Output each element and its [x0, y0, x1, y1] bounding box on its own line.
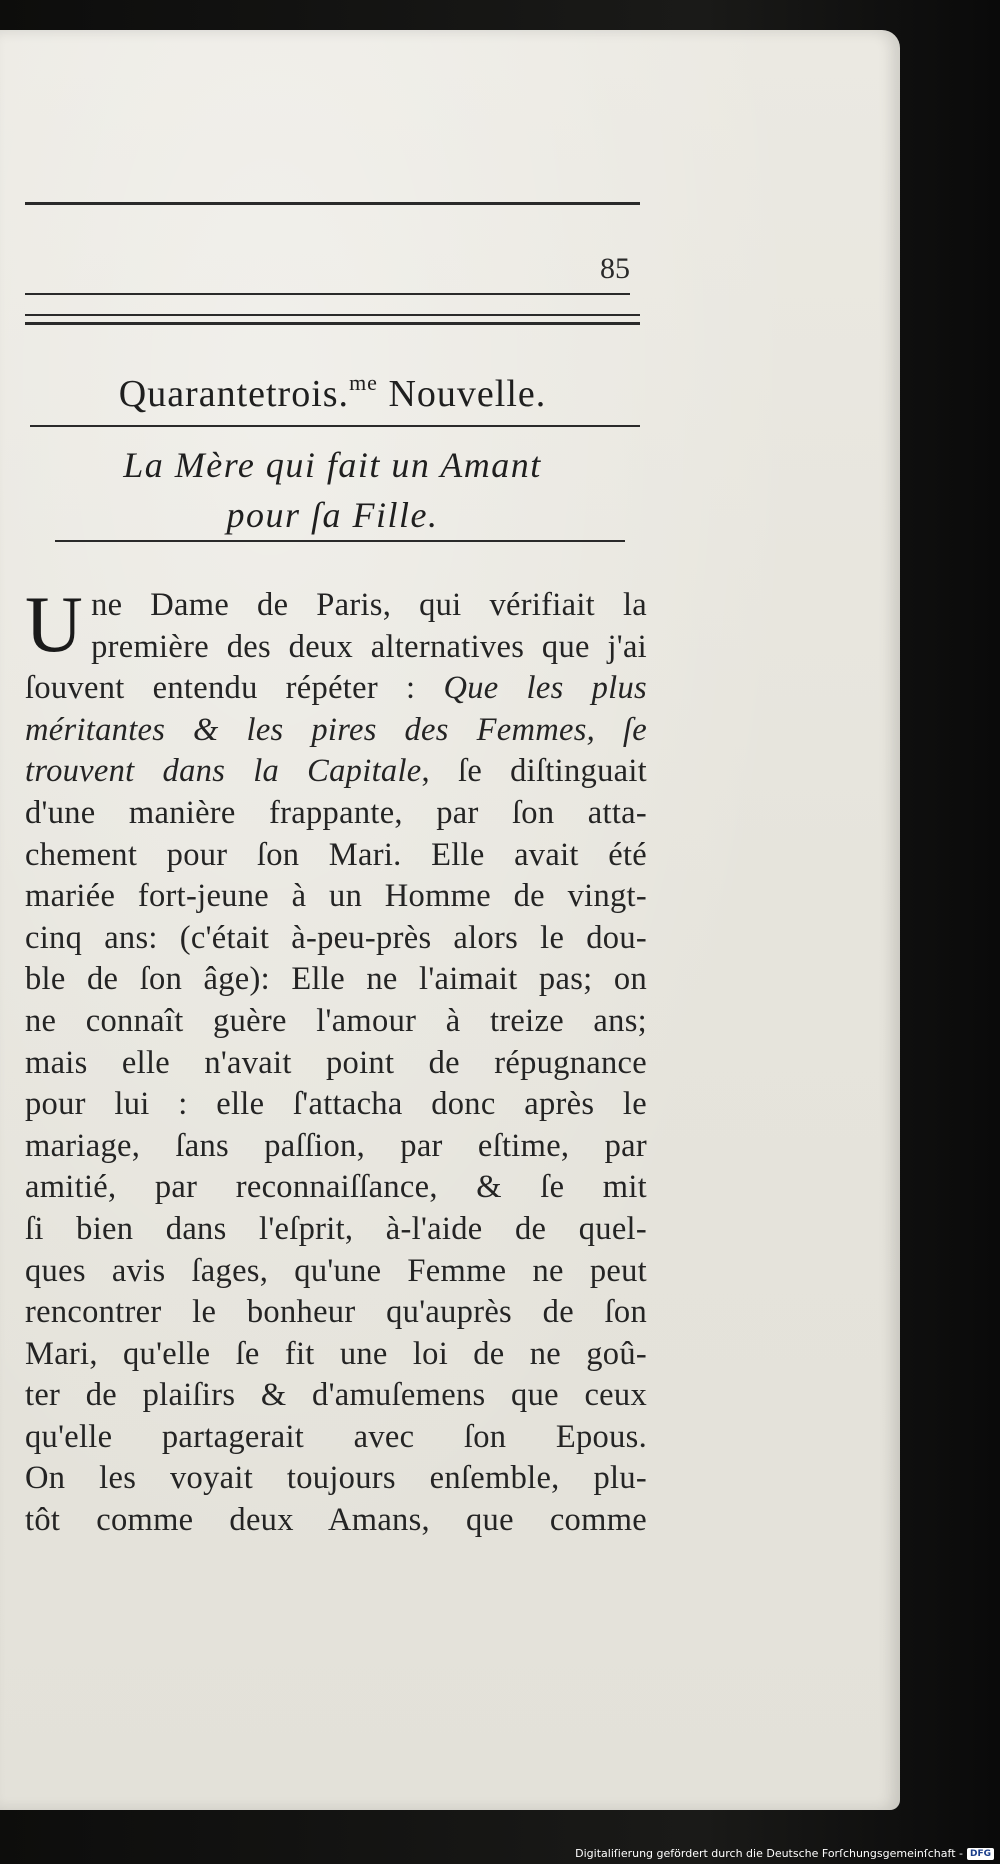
text-line: ques avis ſages, qu'une Femme ne peut	[25, 1252, 647, 1289]
text-line: mariage, ſans paſſion, par eſtime, par	[25, 1127, 647, 1164]
text-segment: , ſe diſtinguait	[421, 753, 648, 790]
text-line: d'une manière frappante, par ſon atta-	[25, 794, 647, 831]
story-title-line-1: La Mère qui fait un Amant	[123, 445, 542, 485]
text-line: pour lui : elle ſ'attacha donc après le	[25, 1086, 647, 1123]
text-line	[25, 751, 647, 793]
text-segment-italic: trouvent dans la Capitale	[25, 753, 422, 790]
chapter-title	[25, 370, 640, 416]
text-line: qu'elle partagerait avec ſon Epous.	[25, 1418, 647, 1455]
dropcap-letter: U	[25, 581, 84, 669]
footer-credit: Digitaliſierung gefördert durch die Deutsche Forſchungsgemeinſchaft -	[575, 1847, 963, 1860]
text-line: rencontrer le bonheur qu'auprès de ſon	[25, 1294, 647, 1331]
text-line: amitié, par reconnaiſſance, & ſe mit	[25, 1169, 647, 1206]
text-line: ſi bien dans l'eſprit, à-l'aide de quel-	[25, 1210, 647, 1247]
chapter-title-rest: Nouvelle.	[377, 373, 547, 415]
book-page	[0, 30, 900, 1810]
text-line: première des deux alternatives que j'ai	[91, 628, 647, 665]
text-line: ble de ſon âge): Elle ne l'aimait pas; on	[25, 961, 647, 998]
text-line: tôt comme deux Amans, que comme	[25, 1502, 647, 1539]
chapter-title-superscript: me	[349, 370, 378, 395]
chapter-title-main: Quarantetrois.	[118, 373, 350, 415]
header-rule-top	[25, 202, 640, 205]
header-rule-double-2	[25, 322, 640, 325]
text-line: mais elle n'avait point de répugnance	[25, 1044, 647, 1081]
text-line: ne connaît guère l'amour à treize ans;	[25, 1002, 647, 1039]
text-segment: ſouvent entendu répéter :	[25, 670, 444, 707]
text-segment-italic: Que les plus	[443, 670, 647, 707]
story-title-rule	[55, 540, 625, 542]
text-line: cinq ans: (c'était à-peu-près alors le dou-	[25, 919, 647, 956]
header-rule-double-1	[25, 314, 640, 316]
text-line: Mari, qu'elle ſe fit une loi de ne goû-	[25, 1335, 647, 1372]
text-line-italic: méritantes & les pires des Femmes, ſe	[25, 711, 647, 748]
text-line: On les voyait toujours enſemble, plu-	[25, 1460, 647, 1497]
digitization-footer	[575, 1847, 994, 1860]
text-line: chement pour ſon Mari. Elle avait été	[25, 836, 647, 873]
text-line: ter de plaiſirs & d'amuſemens que ceux	[25, 1377, 647, 1414]
dfg-logo-icon: DFG	[967, 1848, 994, 1860]
text-line: mariée fort-jeune à un Homme de vingt-	[25, 878, 647, 915]
page-number: 85	[600, 252, 630, 285]
story-title	[25, 440, 640, 540]
story-title-line-2: pour ſa Fille.	[226, 495, 439, 535]
header-rule-mid	[25, 293, 630, 295]
body-text	[25, 581, 648, 1542]
title-rule	[30, 425, 640, 427]
text-line	[25, 668, 647, 710]
text-line: ne Dame de Paris, qui vérifiait la	[91, 587, 647, 623]
